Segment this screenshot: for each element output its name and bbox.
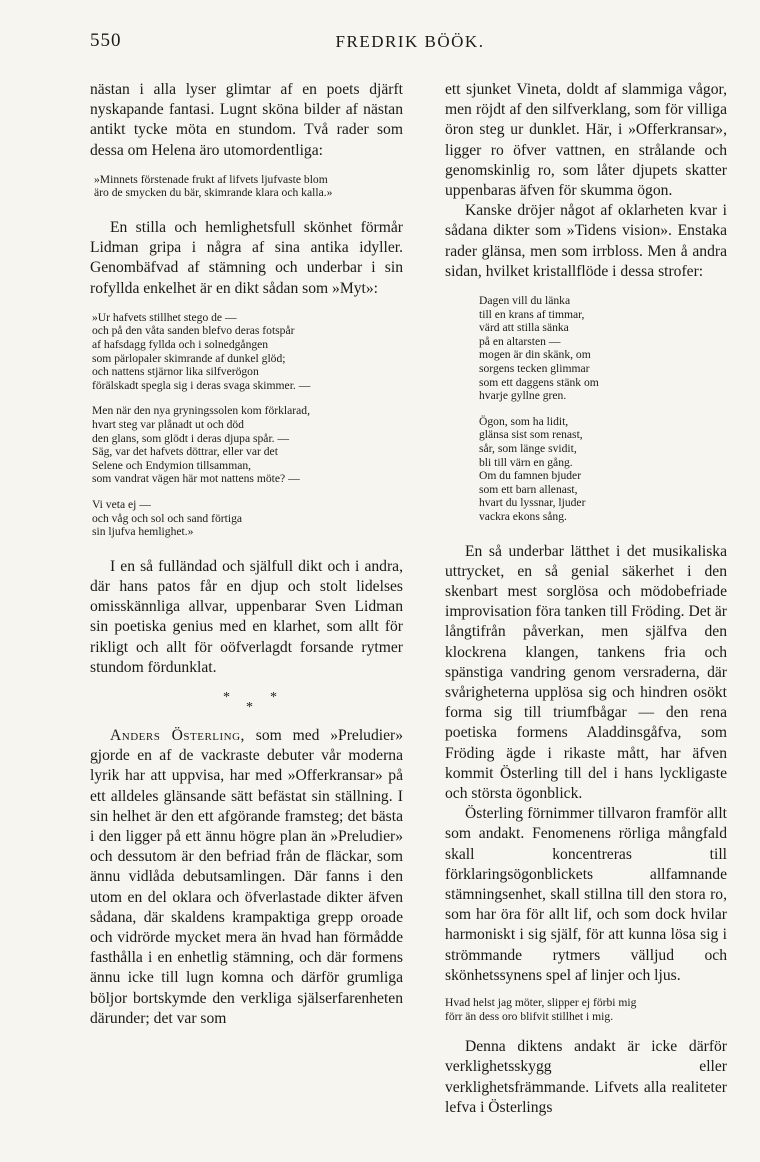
poem-line: Dagen vill du länka — [479, 294, 571, 308]
poem-line: värd att stilla sänka — [479, 321, 569, 335]
poem-line: som vandrat vägen här mot nattens möte? — — [92, 472, 300, 486]
poem-line: och våg och sol och sand förtiga — [92, 511, 243, 525]
poem-line: och på den våta sanden blefvo deras fotspår — [92, 324, 295, 338]
quote-line: förr än dess oro blifvit stillhet i mig. — [445, 1009, 614, 1023]
poem-line: till en krans af timmar, — [479, 307, 585, 321]
page-header — [90, 30, 730, 60]
right-paragraph-4: Österling förnimmer tillvaron framför allt som andakt. Fenomenens rörliga mångfald skall koncentreras till förklaringsögonblickets allfamnande stämningsenhet, skall stillna till den stora ro, som har öra för allt lif, och som dock hvilar harmoniskt i sig själf, för att kunna lösa sig i strömmande rytmers välljud och skönhetssynens spel af linjer och ljus. — [445, 805, 727, 984]
paragraph-text: som med »Preludier» gjorde en af de vackraste debuter vår moderna lyrik har att uppvisa, har med »Offerkransar» på ett alldeles glänsande sätt befästat sin ställning. I sin helhet är den ett afgörande framsteg; det bästa i den ligger på ett ännu högre plan än »Preludier» och dessutom är den befriad från de fläckar, som ännu vidlåda debutsamlingen. Där fanns i den utom en del oklara och öfverlastade dikter äfven sådana, där skaldens krampaktiga grepp oroade och vidrörde mycket mera än hvad han förmådde fasthålla i en enhetlig stämning, och där formens ännu icke till lugn komna och därför grumliga böljor bortskymde den verkliga själserfarenheten därunder; det var som — [90, 726, 404, 1027]
left-column — [90, 80, 403, 1029]
left-paragraph-4 — [90, 726, 403, 1029]
poem-line: af hafsdagg fyllda och i solnedgången — [92, 338, 269, 351]
quote-line: Hvad helst jag möter, slipper ej förbi mig — [445, 996, 637, 1009]
poem-line: Om du famnen bjuder — [479, 469, 582, 483]
poem-line: Selene och Endymion tillsamman, — [92, 458, 252, 472]
running-head: FREDRIK BÖÖK. — [335, 32, 485, 51]
poem-line: som ett daggens stänk om — [479, 375, 599, 389]
poem-line: glänsa sist som renast, — [479, 428, 583, 442]
poem-line: som pärlopaler skimrande af dunkel glöd; — [92, 351, 286, 365]
asterisk: * — [223, 689, 230, 705]
right-column — [445, 80, 727, 1118]
poem-line: hvart steg var plånadt ut och död — [92, 417, 244, 431]
poem-line: »Ur hafvets stillhet stego de — — [92, 310, 237, 324]
poem-line: Men när den nya gryningssolen kom förklarad, — [92, 404, 310, 418]
poem-line: sin ljufva hemlighet.» — [92, 525, 194, 539]
asterisk: * — [246, 699, 253, 715]
poem-line: Vi veta ej — — [92, 497, 151, 511]
section-ornament — [90, 690, 403, 716]
left-paragraph-1: nästan i alla lyser glimtar af en poets djärft nyskapande fantasi. Lugnt sköna bilder af nästan antikt tycke möta en stundom. Två rader som dessa om Helena äro utomordentliga: — [90, 81, 403, 159]
poem-stanza-1 — [479, 294, 727, 403]
left-paragraph-2: En stilla och hemlighetsfull skönhet förmår Lidman gripa i några af sina antika idyller. Genombäfvad af stämning och underbar i sin rofyllda enkelhet är en dikt sådan som »Myt»: — [90, 219, 403, 297]
author-name: Anders Österling, — [110, 726, 245, 744]
quote-line: »Minnets förstenade frukt af lifvets ljufvaste blom — [94, 172, 328, 186]
poem-line: Säg, var det hafvets döttrar, eller var det — [92, 445, 278, 459]
helena-quote — [90, 173, 403, 200]
right-paragraph-1: ett sjunket Vineta, doldt af slammiga vågor, men röjdt af den silfverklang, som för villiga öron steg ur dunklet. Här, i »Offerkransar», ligger ro öfver vattnen, en strålande och genomskinlig ro, som låter djupets skatter uppenbaras äfven för skumma ögon. — [445, 81, 727, 200]
poem-line: bli till värn en gång. — [479, 455, 573, 469]
myt-stanza-1 — [92, 311, 403, 393]
poem-line: hvarje gyllne gren. — [479, 389, 567, 403]
myt-stanza-2 — [92, 404, 403, 486]
myt-poem — [90, 311, 403, 539]
poem-stanza-2 — [479, 415, 727, 524]
poem-line: hvart du lyssnar, ljuder — [479, 496, 586, 510]
poem-line: förälskadt spegla sig i deras svaga skimmer. — — [92, 378, 311, 392]
tidens-vision-poem — [445, 294, 727, 524]
left-paragraph-3: I en så fulländad och själfull dikt och i andra, där hans patos får en djup och stolt lidelses omisskännliga allvar, uppenbarar Sven Lidman sin poetiska genius med en klarhet, som allt för rikligt och allt för oöfverlagdt forsande rytmer stundom fördunklat. — [90, 557, 403, 676]
poem-line: vackra ekons sång. — [479, 509, 567, 523]
poem-line: sår, som länge svidit, — [479, 441, 577, 455]
poem-line: och nattens stjärnor lika silfverögon — [92, 365, 259, 379]
offerkransar-quote — [445, 996, 727, 1023]
myt-stanza-3 — [92, 498, 403, 539]
poem-line: på en altarsten — — [479, 334, 561, 348]
right-paragraph-3: En så underbar lätthet i det musikaliska uttrycket, en så genial säkerhet i den skenbart mest sorglösa och mödobefriade improvisation föra tanken till Fröding. Det är långtifrån påverkan, men själfva den klockrena klangen, tankens fria och spänstiga vandring genom versraderna, där svårigheterna upplösa sig och hindren osökt forma sig till triumfbågar — den rena poetiska formens Aladdinsgåfva, som Fröding ägde i rikaste mått, har äfven kommit Österling till del i hans lyckligaste och största ögonblick. — [445, 542, 727, 802]
quote-line: äro de smycken du bär, skimrande klara och kalla.» — [94, 186, 333, 200]
poem-line: Ögon, som ha lidit, — [479, 414, 569, 428]
asterisk: * — [270, 689, 277, 705]
right-paragraph-2: Kanske dröjer något af oklarheten kvar i sådana dikter som »Tidens vision». Enstaka rader glänsa, men som irrbloss. Men å andra sidan, hvilket kristallflöde i dessa strofer: — [445, 202, 727, 280]
page-number: 550 — [90, 30, 122, 51]
poem-line: den glans, som glödt i deras djupa spår. — — [92, 431, 290, 445]
right-paragraph-5: Denna diktens andakt är icke därför verklighetsskygg eller verklighetsfrämmande. Lifvets alla realiteter lefva i Österlings — [445, 1038, 727, 1116]
poem-line: som ett barn allenast, — [479, 482, 578, 496]
poem-line: sorgens tecken glimmar — [479, 362, 590, 375]
poem-line: mogen är din skänk, om — [479, 348, 591, 362]
